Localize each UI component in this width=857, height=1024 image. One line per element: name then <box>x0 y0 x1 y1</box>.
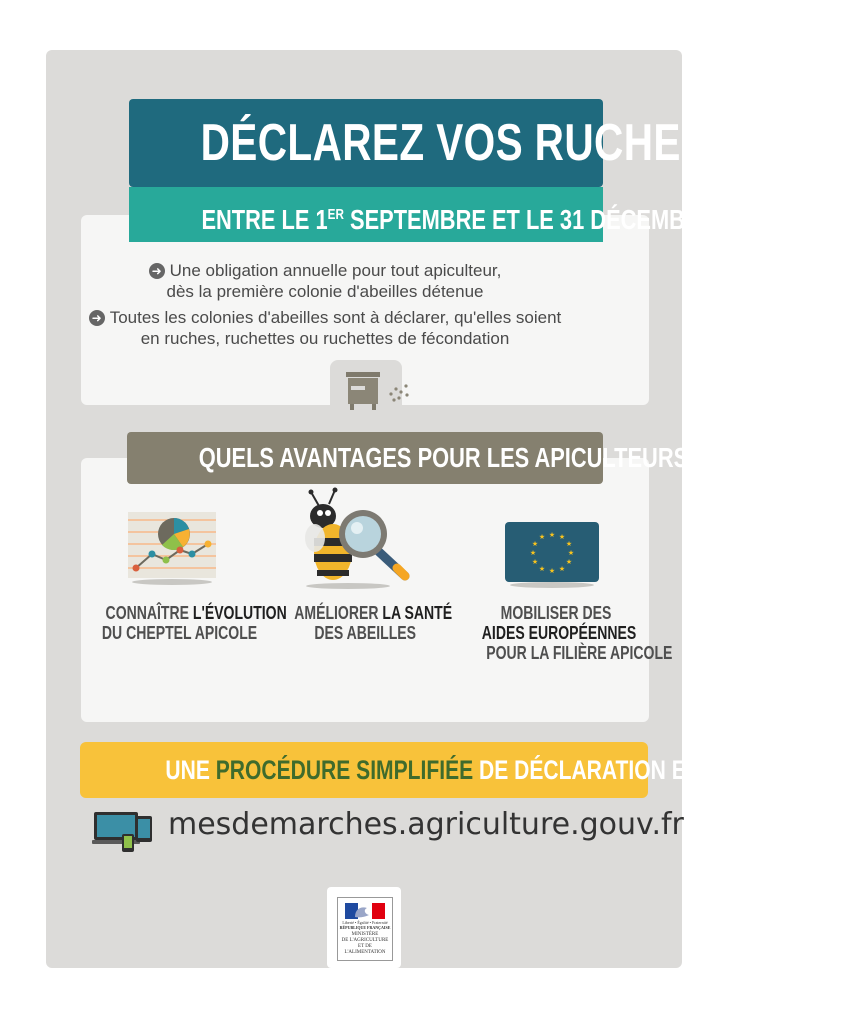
chart-icon <box>128 510 216 586</box>
procedure-text <box>165 742 771 798</box>
date-prefix: ENTRE LE 1 <box>201 204 328 235</box>
bullet-colonies <box>0 307 650 349</box>
eu-flag-icon <box>505 522 599 588</box>
svg-text:★: ★ <box>567 549 575 557</box>
bees-dots-icon <box>385 380 413 404</box>
devices-icon <box>92 808 158 854</box>
date-banner <box>129 187 716 242</box>
ministry-name <box>338 932 392 956</box>
arrow-right-icon: ➜ <box>89 310 105 326</box>
svg-text:★: ★ <box>531 558 539 566</box>
marianne-logo-icon <box>345 903 385 919</box>
beehive-icon <box>346 372 380 410</box>
svg-text:★: ★ <box>558 565 566 573</box>
caption-text: CONNAÎTRE <box>105 603 193 623</box>
svg-text:★: ★ <box>538 565 546 573</box>
ministry-line: L'ALIMENTATION <box>344 950 386 955</box>
bullet-obligation <box>0 260 650 302</box>
ministry-line: ET DE <box>358 944 372 949</box>
procedure-banner <box>80 742 772 798</box>
logo-frame <box>337 897 393 961</box>
bullet-line: dès la première colonie d'abeilles détenue <box>166 282 484 301</box>
caption-bold: AIDES EUROPÉENNES <box>481 623 637 643</box>
svg-text:★: ★ <box>529 549 537 557</box>
ministry-logo <box>327 887 401 968</box>
caption-evolution <box>80 603 287 644</box>
advantages-banner <box>127 432 708 484</box>
advantages-title: QUELS AVANTAGES POUR LES APICULTEURS ? <box>198 442 708 473</box>
bullet-line: en ruches, ruchettes ou ruchettes de fécondation <box>140 329 510 348</box>
svg-text:★: ★ <box>558 533 566 541</box>
caption-bold: LA SANTÉ <box>382 603 453 623</box>
ministry-line: MINISTÈRE <box>351 932 379 937</box>
bullet-line: Toutes les colonies d'abeilles sont à déclarer, qu'elles soient <box>109 308 562 327</box>
svg-text:★: ★ <box>565 558 573 566</box>
caption-aides <box>460 603 673 664</box>
date-superscript: ER <box>327 206 344 223</box>
ministry-line: DE L'AGRICULTURE <box>341 938 389 943</box>
svg-text:★: ★ <box>548 567 556 575</box>
website-url[interactable]: mesdemarches.agriculture.gouv.fr <box>168 807 684 842</box>
procedure-pre: UNE <box>165 755 216 785</box>
svg-text:★: ★ <box>565 540 573 548</box>
date-suffix: SEPTEMBRE ET LE 31 DÉCEMBRE <box>343 204 716 235</box>
title-banner <box>129 99 709 187</box>
caption-text: DES ABEILLES <box>314 623 416 643</box>
svg-text:★: ★ <box>538 533 546 541</box>
logo-motto: Liberté • Égalité • Fraternité <box>342 920 388 925</box>
svg-text:★: ★ <box>531 540 539 548</box>
procedure-post: DE DÉCLARATION EN LIGNE <box>473 755 772 785</box>
logo-republic: RÉPUBLIQUE FRANÇAISE <box>339 925 391 930</box>
date-range <box>201 187 715 247</box>
arrow-right-icon: ➜ <box>149 263 165 279</box>
caption-text: MOBILISER DES <box>500 603 612 623</box>
procedure-highlight: PROCÉDURE SIMPLIFIÉE <box>215 755 474 785</box>
caption-bold: L'ÉVOLUTION <box>192 603 287 623</box>
caption-text: AMÉLIORER <box>294 603 383 623</box>
svg-text:★: ★ <box>548 531 556 539</box>
caption-text: DU CHEPTEL APICOLE <box>101 623 258 643</box>
bee-magnifier-icon <box>293 488 413 590</box>
caption-sante <box>272 604 458 644</box>
page-title: DÉCLAREZ VOS RUCHES <box>200 114 709 172</box>
caption-text: POUR LA FILIÈRE APICOLE <box>486 643 673 663</box>
bullet-line: Une obligation annuelle pour tout apiculteur, <box>169 261 502 280</box>
